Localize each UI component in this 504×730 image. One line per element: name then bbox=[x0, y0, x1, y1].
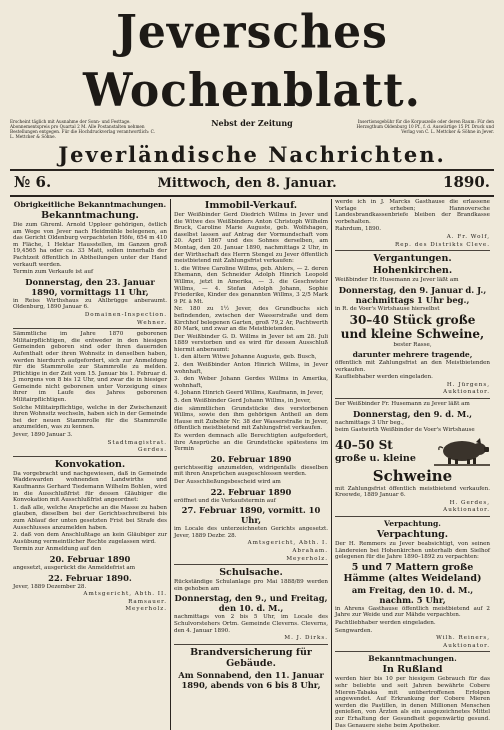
masthead-right-note: Insertionsgebühr für die Korpuszeile oder deren Raum: Für den Herzogthum Oldenburg 10 Pf., f. d. Auswärtige 15 Pf. Druck und Verlag von C. L. Mettcker & Söhne in Jever. bbox=[356, 119, 494, 134]
paragraph: Termin zum Verkaufe ist auf bbox=[13, 269, 94, 276]
paragraph: Jever, 1889 Dezember 28. bbox=[13, 583, 87, 590]
paragraph: 2. den Weißbinder Anton Hinrich Willms, in Jever wohnhaft, bbox=[174, 362, 328, 375]
paragraph: in Reiss Wirthshaus zu Ahlbrügge anberaumt. Oldenburg, 1890 Januar 6. bbox=[13, 297, 167, 311]
notice-heading: Immobil-Verkauf. bbox=[204, 200, 298, 211]
date-line: Donnerstag, den 9. d. M., bbox=[352, 408, 473, 419]
paragraph: Der H. Remmers zu Jever beabsichtigt, von seinen Ländereien bei Hohenkirchen unterhalb dem Sielhof gelegenen für die Jahre 1890–1892 zu verpachten: bbox=[335, 541, 490, 561]
column-2 bbox=[171, 199, 332, 730]
paragraph: mit Zahlungsfrist öffentlich meistbietend verkaufen. Kreewde, 1889 Januar 6. bbox=[335, 485, 490, 499]
newspaper-subtitle: Jeverländische Nachrichten. bbox=[58, 142, 446, 167]
signature: H. Gerdes, bbox=[449, 499, 490, 506]
paragraph: Sämmtliche im Jahre 1870 geborenen Militairpflichtigen, die entweder in den hiesigen Gemeinden geboren sind oder ihren dauernden Aufenthalt oder ihren Wohnsitz in denselben haben, werden hierdurch aufgefordert, sich zur Anmeldung für die Stammrolle zur Stammrolle zu melden. Pflichtige in der Zeit vom 15. Januar bis 1. Februar d. J. morgens von 8 bis 12 Uhr, und zwar die in hiesiger Gemeinde nicht geborenen unter Vorzeigung eines ihrer im Laufe des Jahres geborenen Militairpflichtigen. bbox=[13, 331, 167, 404]
paragraph: 1. daß alle, welche Ansprüche an die Masse zu haben glauben, dieselben bei der Gerichtsschreiberei bis zum Ablauf der unten gesetzten Frist bei Strafe des Ausschlusses anzumelden haben. bbox=[13, 504, 167, 531]
signature: Rep. des Distrikts Cleve. bbox=[395, 241, 490, 248]
paragraph: Der Weißbinder Fr. Husemann zu Jever läßt am bbox=[335, 400, 470, 407]
paragraph: angesetzt, ausgerückt die Anmeldefrist am bbox=[13, 564, 135, 571]
ad-heading: 40–50 St bbox=[335, 437, 393, 452]
paragraph: 4. Johann Hinrich Geerd Willms, Kaufmann, in Jever, bbox=[174, 390, 324, 397]
separator bbox=[174, 564, 328, 565]
date-line: Donnerstag, den 23. Januar 1890, vormittags 11 Uhr, bbox=[25, 276, 155, 297]
paragraph: Die zum Ghreml. Arnold Uppleer gehörigen, östlich am Wege von Jever nach Heidmühle belegenen, an das Gericht Oldenburg verpachteten Höfe, 654 m 410 m Fläche, 1 Hektar Hausstellen, im Ganzen groß 19,4565 ha oder ca. 33 Matt, sollen innerhalb der Pachtzeit öffentlich in Abtheilungen unter der Hand verkauft werden. bbox=[13, 222, 167, 268]
paragraph: beim Gastwirth Weißbinder de Voer's Wirtshause bbox=[335, 427, 475, 434]
paragraph: gerichtsseitig anzumelden, widrigenfalls dieselben mit ihren Ansprüchen ausgeschlossen werden. bbox=[174, 464, 328, 478]
ad-heading: große u. kleine bbox=[335, 452, 416, 464]
ad-heading: Schweine bbox=[372, 466, 453, 485]
signature: A. Fr. Wolf, bbox=[446, 233, 490, 240]
section-heading: Verpachtung. bbox=[384, 519, 441, 529]
separator bbox=[13, 456, 167, 457]
masthead-middle-note: Nebst der Zeitung bbox=[211, 118, 293, 128]
date-line: am Freitag, den 10. d. M., nachm. 5 Uhr, bbox=[351, 584, 474, 605]
signature: H. Jürgens, bbox=[446, 381, 490, 388]
paragraph: in R. de Voer's Wirtshause hierselbst bbox=[335, 305, 440, 312]
paragraph: 2. daß von dem Anschlußtage an kein Gläubiger zur Ausübung vermeintlicher Rechte zugelassen wird. bbox=[13, 532, 167, 545]
paragraph: Es werden demnach alle Berechtigten aufgefordert, ihre Ansprüche an die Grundstücke spätestens im Termin bbox=[174, 433, 328, 453]
signature: Meyerholz. bbox=[125, 606, 167, 613]
paragraph: nachmittags von 2 bis 5 Uhr, im Locale des Schulvorstehers Ortm. Gemeinde Cleverns. Cleverns, den 4. Januar 1890. bbox=[174, 614, 328, 634]
date-line: 20. Februar 1890 bbox=[49, 553, 131, 564]
separator bbox=[335, 250, 490, 251]
paragraph: Weißbinder Hr. Husemann zu Jever läßt am bbox=[335, 277, 459, 284]
separator bbox=[335, 516, 490, 517]
paragraph: Der Ausschließungsbescheid wird am bbox=[174, 478, 281, 485]
paragraph: Rahrdum, 1890. bbox=[335, 226, 382, 233]
signature: Auktionator. bbox=[443, 642, 490, 649]
paragraph: Kaufliebhaber werden eingeladen. bbox=[335, 374, 433, 381]
paragraph: öffentlich mit Zahlungsfrist an den Meistbietenden verkaufen. bbox=[335, 359, 490, 373]
separator bbox=[174, 644, 328, 645]
paragraph: werde ich in J. Marcks Gasthause die erlassene Vorlage erheben; Hannoversche Landesbrandkassenbriefe bleiben der Brandkasse vorbehalten. bbox=[335, 199, 490, 225]
section-heading: Bekanntmachungen. bbox=[368, 654, 457, 664]
paragraph: Solche Militairpflichtige, welche in der Zwischenzeit ihren Wohnsitz wechseln, haben sich in der Gemeinde bei der neuen Stammrolle für die Stammrolle anzumelden, was zu kennen. bbox=[13, 404, 167, 431]
notice-heading: Verpachtung. bbox=[376, 529, 449, 541]
signature: Amtsgericht, Abth. II. bbox=[83, 591, 167, 598]
paragraph: werden hier bis 10 per hiesigem Gebrauch für das sehr beliebte und seit Jahren bewährte Cobere Mieren-Tabaka mit unübertroffenen Erfolgen angewendet. Auf Erkrankung der Cobere Mieren werden die Pastillen, in denen Millionen Menschen genießen, von Ärzten als ein ausgezeichnetes Mittel zur Erhaltung der Gesundheit gegenwärtig gesund. Das Genauere siehe beim Apotheker. bbox=[335, 676, 490, 729]
signature: Wilh. Reiners, bbox=[436, 635, 490, 642]
signature: Domainen-Inspection. bbox=[84, 311, 167, 318]
signature: Wehner. bbox=[137, 319, 167, 326]
paragraph: die sämmtlichen Grundstücke des verstorbenen Willms, sowie den ihm gehörigen Antheil an dem Hause mit Zubehör Nr. 38 der Wasserstraße in Jever, öffentlich meistbietend mit Zahlungsfrist verkaufen. bbox=[174, 405, 328, 432]
issue-date: Mittwoch, den 8. Januar. bbox=[157, 176, 337, 191]
column-3 bbox=[332, 199, 493, 730]
ad-subheading: darunter mehrere tragende, bbox=[352, 349, 473, 359]
paragraph: Pachtliebhaber werden eingeladen. bbox=[335, 620, 436, 627]
date-line: Donnerstag, den 9. Januar d. J., nachmittags 1 Uhr beg., bbox=[338, 284, 487, 305]
column-1 bbox=[10, 199, 171, 730]
rule bbox=[10, 169, 494, 171]
paragraph: nachmittags 3 Uhr beg., bbox=[335, 419, 404, 426]
signature: Abraham. bbox=[292, 547, 328, 554]
masthead bbox=[10, 6, 494, 167]
separator bbox=[335, 398, 490, 399]
masthead-left-note: Erscheint täglich mit Ausnahme der Sonn- und Festtage. Abonnementspreis pro Quartal 2 M. Alle Postanstalten nehmen Bestellungen entgegen. Für die Hochdruckverlag verantwortlich: C. L. Mettcker & Söhne. bbox=[10, 119, 155, 139]
date-line: Donnerstag, den 9., und Freitag, den 10. d. M., bbox=[174, 593, 328, 614]
notice-heading: Bekanntmachung. bbox=[41, 210, 139, 221]
separator bbox=[13, 328, 167, 329]
issue-row bbox=[10, 172, 494, 194]
signature: Ramsauer. bbox=[128, 598, 167, 605]
date-line: Am Sonnabend, den 11. Januar 1890, abends von 6 bis 8 Uhr, bbox=[178, 669, 324, 690]
paragraph: in Ahrens Gasthause öffentlich meistbietend auf 2 Jahre zur Weide und zur Mähde verpachten. bbox=[335, 605, 490, 619]
paragraph: eröffnet und die Verkaufstermin auf bbox=[174, 497, 276, 504]
notice-heading: Schulsache. bbox=[219, 567, 283, 579]
date-line: 27. Februar 1890, vormitt. 10 Uhr, bbox=[181, 505, 321, 526]
signature: Amtsgericht, Abth. I. bbox=[247, 540, 328, 547]
paragraph: 1. den ältern Witwe Johanne Auguste, geb. Busch, bbox=[174, 354, 317, 361]
separator bbox=[335, 651, 490, 652]
paragraph: Jever, 1890 Januar 3. bbox=[13, 432, 73, 439]
paragraph: Da vorgebracht und nachgewiesen, daß in Gemeinde Waddewarden wohnenden Landwirths und Kaufmanns Gerhard Tiedemann Wilhelm Bohlen, wird in die Ausschlußfrist für dessen Gläubiger die Konvokation mit Ausschlußfrist angeordnet: bbox=[13, 470, 167, 504]
paragraph: Termin zur Anmeldung auf den bbox=[13, 546, 102, 553]
paragraph: Sengwarden. bbox=[335, 627, 373, 634]
masthead-notes bbox=[10, 119, 494, 139]
pig-illustration-icon bbox=[434, 435, 490, 467]
signature: Auktionator. bbox=[443, 507, 490, 514]
issue-number: № 6. bbox=[14, 173, 52, 191]
pig-ad-row bbox=[335, 435, 490, 467]
paragraph: im Locale des unterzeichneten Gerichts angesetzt. Jever, 1889 Dezbr. 28. bbox=[174, 526, 328, 539]
section-heading: Obrigkeitliche Bekanntmachungen. bbox=[13, 200, 167, 209]
date-line: 20. Februar 1890 bbox=[210, 453, 292, 464]
paragraph: Rückständige Schulanlage pro Mai 1888/89 werden ein gehoben am bbox=[174, 579, 328, 592]
notice-heading: Konvokation. bbox=[54, 458, 126, 470]
signature: Auktionator. bbox=[443, 389, 490, 396]
signature: Meyerholz. bbox=[286, 555, 328, 562]
date-line: 22. Februar 1890. bbox=[48, 572, 132, 583]
issue-year: 1890. bbox=[443, 173, 490, 191]
columns bbox=[10, 199, 494, 730]
ad-heading: In Rußland bbox=[382, 664, 443, 676]
place-heading: Hohenkirchen. bbox=[372, 265, 453, 277]
notice-heading: Brandversicherung für Gebäude. bbox=[190, 646, 312, 669]
paragraph: Nr. 180 zu 1½ Jever, des Grundbuchs sich befindenden, zwischen der Wasserstraße und dem Kirchhof belegenen Garten, groß 79,2 Ar, Pachtwerth 80 Mark, und zwar an die Meistbietenden. bbox=[174, 306, 328, 333]
ad-heading: 30–40 Stück große und kleine Schweine, bbox=[340, 313, 485, 342]
paragraph: 3. den Weber Johann Gerdes Willms in Amerika, wohnhaft, bbox=[174, 376, 328, 389]
signature: Gerdes. bbox=[138, 447, 167, 454]
rule bbox=[10, 195, 494, 197]
paragraph: 5. den Weißbinder Gerd Johann Willms, in Jever, bbox=[174, 398, 311, 405]
ad-heading: 5 und 7 Mattern große Hämme (altes Weideland) bbox=[343, 561, 482, 584]
paragraph: bester Rasse, bbox=[393, 342, 432, 349]
section-heading: Vergantungen. bbox=[373, 253, 452, 265]
paragraph: Der Weißbinder G. D. Willms in Jever ist am 28. Juli 1889 verstorben und es wird für dessen Ausschluß hiermit anberaumt: bbox=[174, 333, 328, 353]
paragraph: 1. die Witwe Caroline Willms, geb. Ahlers, — 2. deren Ehemann, den Schneider Adolph Hinrich Leopold Willms, jetzt in Amerika, — 3. die Geschwister Willms, — 4. Stefan Adolph Johann, Sophie Friederike, Kinder des genannten Willms, 3 2/5 Mark 9 Pf. ä Mt. bbox=[174, 265, 328, 305]
paragraph: Der Weißbinder Gerd Diedrich Willms in Jever und die Witwe des Weißbinders Anton Christoph Wilhelm Bruck, Caroline Marie Auguste, geb. Wolfshagen, daselbst lassen auf Antrag der Vormundschaft vom 20. April 1867 und des Sohnes derselben, am Montag, den 20. Januar 1890, nachmittags 2 Uhr, in der Wirthschaft des Herrn Stengel zu Jever öffentlich meistbietend mit Zahlungsfrist verkaufen: bbox=[174, 212, 328, 265]
signature: M. J. Dirks. bbox=[284, 635, 328, 642]
signature: Stadtmagistrat. bbox=[107, 439, 167, 446]
date-line: 22. Februar 1890 bbox=[210, 486, 292, 497]
newspaper-title: Jeversches Wochenblatt. bbox=[83, 5, 421, 118]
